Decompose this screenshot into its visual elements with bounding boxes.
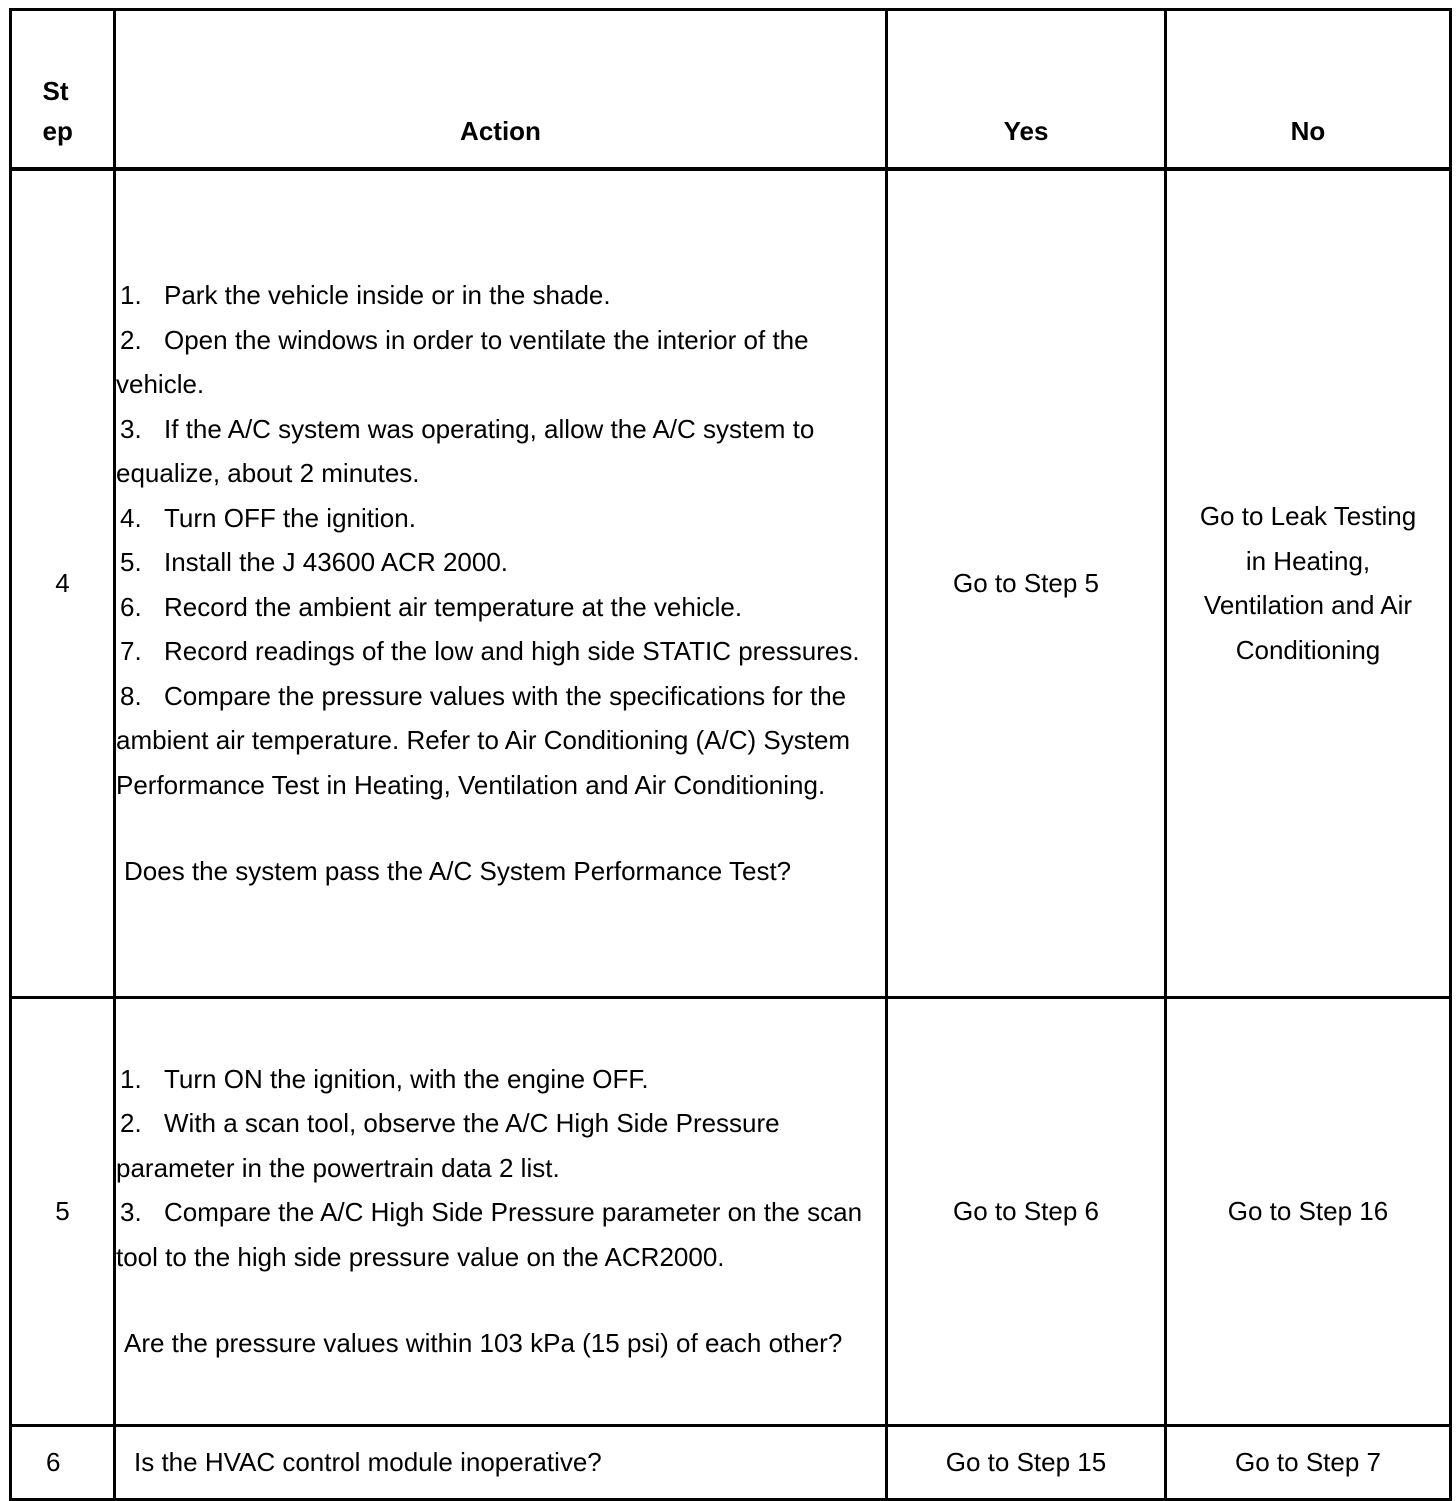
step-number: 4 xyxy=(11,169,115,997)
no-outcome: Go to Step 7 xyxy=(1166,1425,1451,1499)
list-item: 1. Turn ON the ignition, with the engine OFF. xyxy=(120,1063,649,1094)
list-item: 1. Park the vehicle inside or in the shade. xyxy=(120,280,611,310)
header-row xyxy=(11,10,1451,170)
yes-outcome: Go to Step 15 xyxy=(887,1425,1166,1499)
step-question: Does the system pass the A/C System Performance Test? xyxy=(124,856,792,886)
list-item: 2. Open the windows in order to ventilate the interior of the vehicle. xyxy=(116,324,809,399)
no-outcome: Go to Leak Testing in Heating, Ventilation and Air Conditioning xyxy=(1166,169,1451,997)
diagnostic-table xyxy=(9,8,1452,1501)
table-row xyxy=(11,997,1451,1425)
list-item: 5. Install the J 43600 ACR 2000. xyxy=(120,547,509,577)
list-item: 8. Compare the pressure values with the specifications for the ambient air temperature. Refer to Air Conditioning (A/C) System Performance Test in Heating, Ventilation and Air Conditioning. xyxy=(116,680,851,800)
table-row xyxy=(11,1425,1451,1499)
action-cell: Is the HVAC control module inoperative? xyxy=(115,1425,887,1499)
no-outcome: Go to Step 16 xyxy=(1166,997,1451,1425)
action-cell xyxy=(115,997,887,1425)
header-yes: Yes xyxy=(887,10,1166,170)
step-question: Are the pressure values within 103 kPa (15 psi) of each other? xyxy=(124,1328,843,1358)
table-row xyxy=(11,169,1451,997)
list-item: 6. Record the ambient air temperature at the vehicle. xyxy=(120,591,743,622)
list-item: 4. Turn OFF the ignition. xyxy=(120,502,416,533)
yes-outcome: Go to Step 5 xyxy=(887,169,1166,997)
action-cell xyxy=(115,169,887,997)
header-no: No xyxy=(1166,10,1451,170)
header-step: Step xyxy=(11,10,115,170)
list-item: 3. If the A/C system was operating, allow the A/C system to equalize, about 2 minutes. xyxy=(116,413,815,488)
list-item: 2. With a scan tool, observe the A/C High Side Pressure parameter in the powertrain data 2 list. xyxy=(116,1108,780,1183)
header-action: Action xyxy=(115,10,887,170)
step-number: 5 xyxy=(11,997,115,1425)
step-number: 6 xyxy=(11,1425,115,1499)
yes-outcome: Go to Step 6 xyxy=(887,997,1166,1425)
list-item: 3. Compare the A/C High Side Pressure parameter on the scan tool to the high side pressure value on the ACR2000. xyxy=(116,1197,863,1272)
list-item: 7. Record readings of the low and high side STATIC pressures. xyxy=(120,636,860,666)
